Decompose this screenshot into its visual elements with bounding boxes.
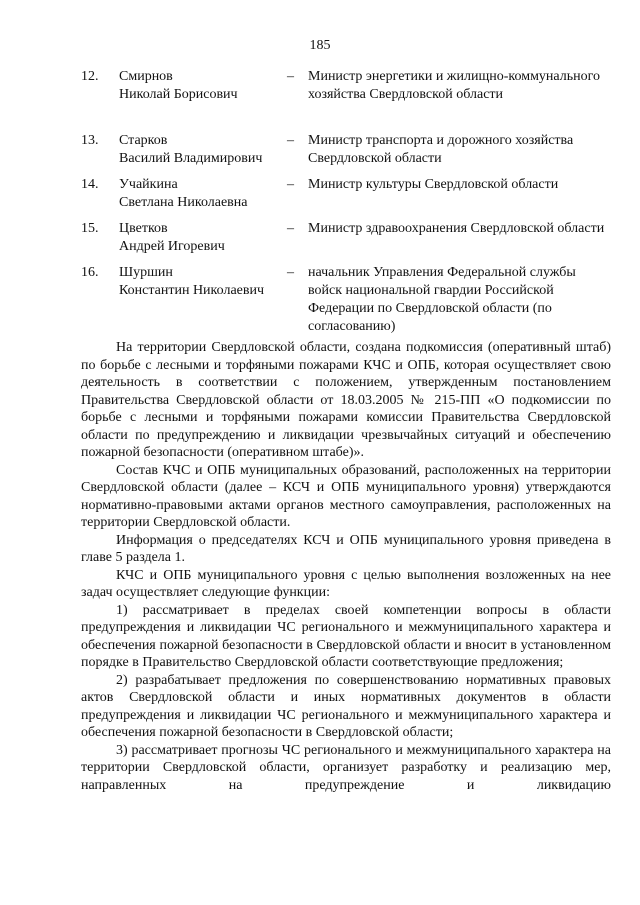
paragraph-function-3: 3) рассматривает прогнозы ЧС регионального и межмуниципального характера на территории Свердловской области, организует разработку и реализацию мер, направленных на предупреждение и ликвидацию (81, 742, 611, 793)
paragraph-function-1: 1) рассматривает в пределах своей компетенции вопросы в области предупреждения и ликвидации ЧС регионального и межмуниципального характера и обеспечения пожарной безопасности в Свердловской области и вносит в установленном порядке в Правительство Свердловской области соответствующие предложения; (81, 602, 611, 670)
member-name (119, 132, 294, 168)
member-given-names: Андрей Игоревич (119, 239, 225, 254)
body-text (81, 339, 611, 794)
member-surname: Цветков (119, 221, 168, 236)
member-given-names: Василий Владимирович (119, 151, 263, 166)
member-number: 14. (81, 177, 99, 192)
member-name (119, 264, 294, 300)
member-role: Министр культуры Свердловской области (308, 177, 559, 192)
member-dash: – (287, 69, 294, 84)
page-number: 185 (309, 38, 331, 53)
member-row (81, 132, 611, 176)
member-number: 12. (81, 69, 99, 84)
member-dash: – (287, 177, 294, 192)
member-role: Министр транспорта и дорожного хозяйства Свердловской области (308, 133, 574, 166)
members-list (81, 68, 611, 336)
member-number: 13. (81, 133, 99, 148)
paragraph-subcommission: На территории Свердловской области, создана подкомиссия (оперативный штаб) по борьбе с лесными и торфяными пожарами КЧС и ОПБ, которая осуществляет свою деятельность в соответствии с положением, утвержденным постановлением Правительства Свердловской области от 18.03.2005 № 215-ПП «О подкомиссии по борьбе с лесными и торфяными пожарами комиссии Правительства Свердловской области по предупреждению и ликвидации чрезвычайных ситуаций и обеспечению пожарной безопасности (оперативном штабе)». (81, 340, 611, 460)
member-given-names: Светлана Николаевна (119, 195, 248, 210)
member-row (81, 68, 611, 132)
member-number: 16. (81, 265, 99, 280)
member-dash: – (287, 133, 294, 148)
member-given-names: Константин Николаевич (119, 283, 265, 298)
paragraph-function-2: 2) разрабатывает предложения по совершенствованию нормативных правовых актов Свердловской области и иных нормативных документов в области предупреждения и ликвидации ЧС регионального и межмуниципального характера и обеспечения пожарной безопасности в Свердловской области; (81, 672, 611, 740)
member-role: Министр энергетики и жилищно-коммунального хозяйства Свердловской области (308, 69, 601, 102)
member-dash: – (287, 221, 294, 236)
member-row (81, 264, 611, 336)
member-dash: – (287, 265, 294, 280)
member-surname: Учайкина (119, 177, 178, 192)
member-name (119, 176, 294, 212)
member-surname: Смирнов (119, 69, 173, 84)
member-name (119, 220, 294, 256)
member-given-names: Николай Борисович (119, 87, 238, 102)
member-row (81, 220, 611, 264)
paragraph-composition: Состав КЧС и ОПБ муниципальных образований, расположенных на территории Свердловской области (далее – КСЧ и ОПБ муниципального уровня) утверждаются нормативно-правовыми актами органов местного самоуправления, расположенных на территории Свердловской области. (81, 462, 611, 530)
member-role: Министр здравоохранения Свердловской области (308, 221, 605, 236)
paragraph-chairmen-info: Информация о председателях КСЧ и ОПБ муниципального уровня приведена в главе 5 раздела 1. (81, 532, 611, 565)
member-role: начальник Управления Федеральной службы войск национальной гвардии Российской Федерации по Свердловской области (по согласованию) (308, 265, 576, 334)
member-surname: Старков (119, 133, 168, 148)
member-number: 15. (81, 221, 99, 236)
paragraph-functions-intro: КЧС и ОПБ муниципального уровня с целью выполнения возложенных на нее задач осуществляет следующие функции: (81, 567, 611, 600)
member-surname: Шуршин (119, 265, 173, 280)
member-row (81, 176, 611, 220)
member-name (119, 68, 294, 104)
